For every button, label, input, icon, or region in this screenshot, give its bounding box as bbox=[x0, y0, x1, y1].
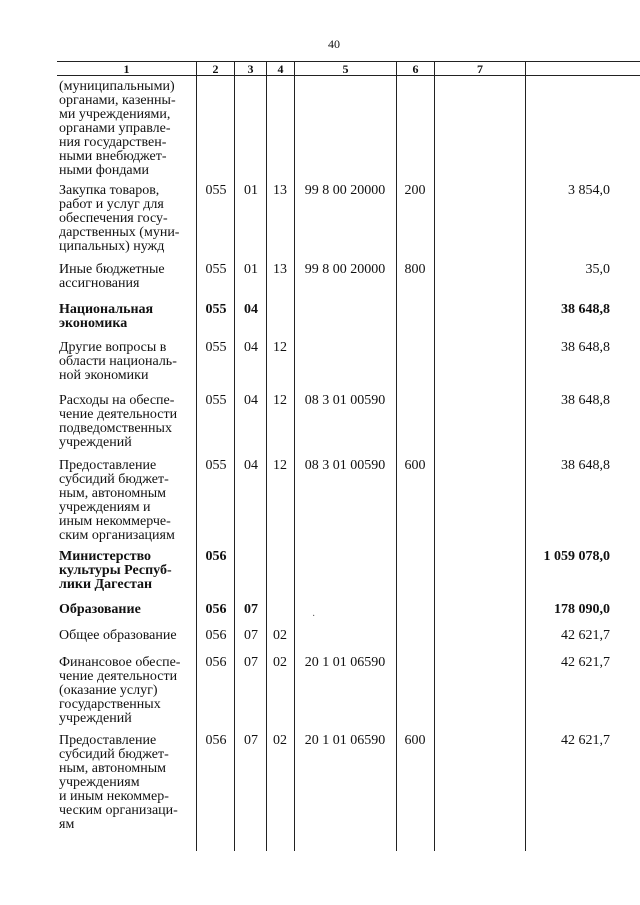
cell-rz: 04 bbox=[244, 302, 258, 317]
cell-pr: 13 bbox=[273, 183, 287, 198]
cell-name: Финансовое обеспе- чение деятельности (оказание услуг) государственных учреждений bbox=[59, 655, 181, 726]
cell-sum: 42 621,7 bbox=[561, 733, 610, 748]
cell-name: Национальная экономика bbox=[59, 302, 154, 331]
cell-name: Предоставление субсидий бюджет- ным, автономным учреждениям и иным некоммер- ческим организаци- ям bbox=[59, 733, 178, 832]
cell-rz: 04 bbox=[244, 393, 258, 408]
cell-pr: 02 bbox=[273, 733, 287, 748]
cell-name: Общее образование bbox=[59, 628, 177, 643]
cell-vr: 600 bbox=[404, 458, 426, 473]
cell-name: Иные бюджетные ассигнования bbox=[59, 262, 165, 291]
cell-gr: 055 bbox=[205, 262, 227, 277]
cell-rz: 07 bbox=[244, 733, 258, 748]
cell-name: Закупка товаров, работ и услуг для обеспечения госу- дарственных (муни- ципальных) нужд bbox=[59, 183, 180, 254]
cell-sum: 38 648,8 bbox=[561, 302, 610, 317]
cell-sum: 35,0 bbox=[585, 262, 610, 277]
cell-sum: 178 090,0 bbox=[554, 602, 610, 617]
cell-name: Предоставление субсидий бюджет- ным, автономным учреждениям и иным некоммерче- ским организациям bbox=[59, 458, 175, 543]
cell-rz: 04 bbox=[244, 458, 258, 473]
cell-gr: 056 bbox=[205, 655, 227, 670]
cell-sum: 38 648,8 bbox=[561, 458, 610, 473]
header-col-1: 1 bbox=[123, 62, 130, 76]
cell-rz: 07 bbox=[244, 655, 258, 670]
cell-pr: 12 bbox=[273, 340, 287, 355]
cell-vr: 800 bbox=[404, 262, 426, 277]
cell-gr: 055 bbox=[205, 183, 227, 198]
cell-sum: 42 621,7 bbox=[561, 628, 610, 643]
cell-csr: 08 3 01 00590 bbox=[304, 393, 386, 408]
cell-name: Образование bbox=[59, 602, 141, 617]
header-col-3: 3 bbox=[247, 62, 254, 76]
header-col-4: 4 bbox=[277, 62, 284, 76]
cell-pr: 13 bbox=[273, 262, 287, 277]
cell-gr: 056 bbox=[205, 628, 227, 643]
cell-rz: 01 bbox=[244, 262, 258, 277]
cell-name: Министерство культуры Респуб- лики Дагестан bbox=[59, 549, 172, 592]
cell-gr: 055 bbox=[205, 302, 227, 317]
page-number: 40 bbox=[328, 37, 340, 51]
cell-pr: 12 bbox=[273, 393, 287, 408]
cell-pr: 02 bbox=[273, 655, 287, 670]
cell-gr: 055 bbox=[205, 458, 227, 473]
cell-csr: 99 8 00 20000 bbox=[304, 183, 386, 198]
scan-mark: · bbox=[312, 611, 316, 622]
cell-vr: 600 bbox=[404, 733, 426, 748]
header-col-6: 6 bbox=[412, 62, 419, 76]
cell-gr: 055 bbox=[205, 340, 227, 355]
cell-gr: 056 bbox=[205, 549, 227, 564]
cell-gr: 056 bbox=[205, 733, 227, 748]
cell-pr: 02 bbox=[273, 628, 287, 643]
cell-rz: 07 bbox=[244, 628, 258, 643]
cell-csr: 20 1 01 06590 bbox=[304, 655, 386, 670]
cell-sum: 1 059 078,0 bbox=[543, 549, 610, 564]
cell-name: Другие вопросы в области националь- ной экономики bbox=[59, 340, 177, 383]
cell-csr: 20 1 01 06590 bbox=[304, 733, 386, 748]
cell-gr: 056 bbox=[205, 602, 227, 617]
cell-csr: 08 3 01 00590 bbox=[304, 458, 386, 473]
header-col-2: 2 bbox=[212, 62, 219, 76]
cell-name: Расходы на обеспе- чение деятельности подведомственных учреждений bbox=[59, 393, 178, 450]
cell-sum: 38 648,8 bbox=[561, 340, 610, 355]
header-col-5: 5 bbox=[342, 62, 349, 76]
cell-vr: 200 bbox=[404, 183, 426, 198]
cell-sum: 38 648,8 bbox=[561, 393, 610, 408]
header-col-7: 7 bbox=[477, 62, 483, 76]
cell-pr: 12 bbox=[273, 458, 287, 473]
cell-sum: 3 854,0 bbox=[568, 183, 610, 198]
cell-gr: 055 bbox=[205, 393, 227, 408]
cell-rz: 04 bbox=[244, 340, 258, 355]
cell-rz: 01 bbox=[244, 183, 258, 198]
cell-csr: 99 8 00 20000 bbox=[304, 262, 386, 277]
cell-rz: 07 bbox=[244, 602, 258, 617]
cell-name: (муниципальными) органами, казенны- ми учреждениями, органами управле- ния государствен- ными внебюджет- ными фондами bbox=[59, 79, 176, 178]
cell-sum: 42 621,7 bbox=[561, 655, 610, 670]
